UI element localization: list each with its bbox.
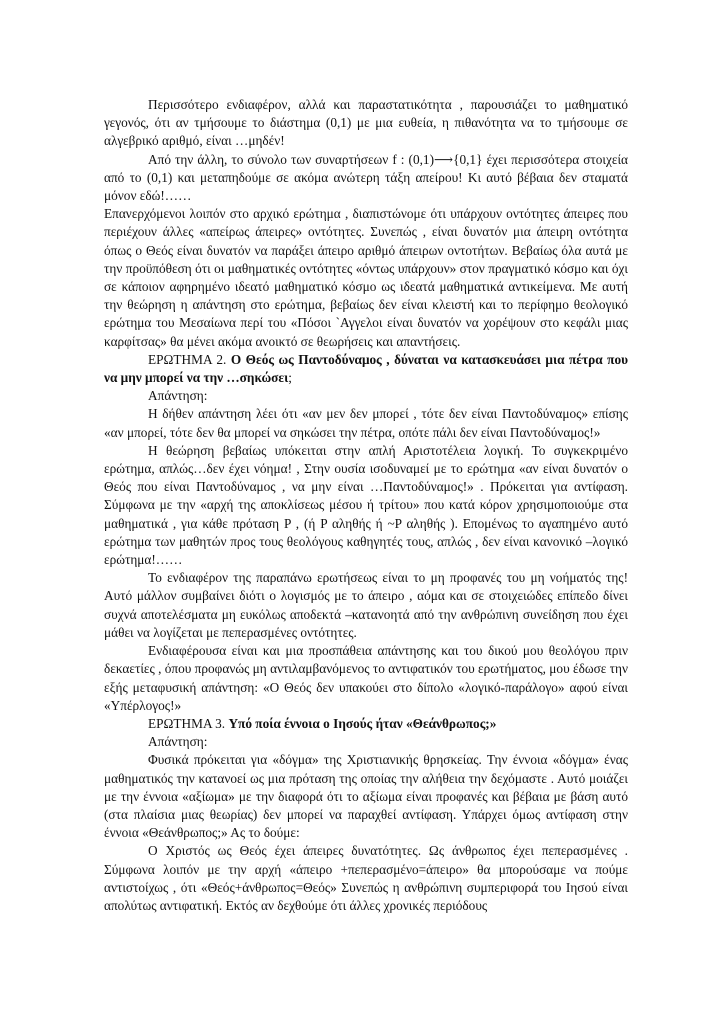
paragraph-3: Επανερχόμενοι λοιπόν στο αρχικό ερώτημα , διαπιστώνομε ότι υπάρχουν οντότητες άπειρες που περιέχουν άλλες «απείρως άπειρες» οντότητες. Συνεπώς , είναι δυνατόν μια άπειρη οντότητα όπως ο Θεός είναι δυνατόν να παράξει άπειρο αριθμό άπειρων οντοτήτων. Βεβαίως όλα αυτά με την προϋπόθεση ότι οι μαθηματικές οντότητες «όντως υπάρχουν» στον πραγματικό κόσμο και όχι σε κάποιον αφηρημένο ιδεατό μαθηματικό κόσμο ως ιδεατά μαθηματικά αντικείμενα. Με αυτή την θεώρηση η απάντηση στο ερώτημα, βεβαίως δεν είναι κλειστή και το περίφημο θεολογικό ερώτημα του Μεσαίωνα περί του «Πόσοι `Αγγελοι είναι δυνατόν να χορέψουν στο κεφάλι μιας καρφίτσας» θα μένει ακόμα ανοικτό σε θεωρήσεις και απαντήσεις. bbox=[104, 206, 628, 349]
answer-label-2: Απάντηση: bbox=[148, 734, 208, 750]
question-3-title: Υπό ποία έννοια ο Ιησούς ήταν «Θεάνθρωπος;» bbox=[228, 715, 497, 731]
question-3-label: ΕΡΩΤΗΜΑ 3. bbox=[148, 715, 229, 731]
paragraph-9: Ο Χριστός ως Θεός έχει άπειρες δυνατότητες. Ως άνθρωπος έχει πεπερασμένες . Σύμφωνα λοιπόν με την αρχή «άπειρο +πεπερασμένο=άπειρο» θα μπορούσαμε να πούμε αντιστοίχως , ότι «Θεός+άνθρωπος=Θεός» Συνεπώς η ανθρώπινη συμπεριφορά του Ιησού είναι απολύτως αντιφατική. Εκτός αν δεχθούμε ότι άλλες χρονικές περιόδους bbox=[104, 843, 628, 913]
question-3-heading bbox=[104, 715, 628, 733]
paragraph-2-start: Από την άλλη, το σύνολο των συναρτήσεων f : (0,1) bbox=[148, 151, 434, 167]
paragraph-2-end: {0,1} έχει περισσότερα στοιχεία από το (0,1) και μεταπηδούμε σε ακόμα ανώτερη τάξη απείρου! Κι αυτό βέβαια δεν σταματά μόνον εδώ!…… bbox=[104, 151, 628, 204]
paragraph-7: Ενδιαφέρουσα είναι και μια προσπάθεια απάντησης και του δικού μου θεολόγου πριν δεκαετίες , όπου προφανώς μη αντιλαμβανόμενος το αντιφατικόν του ερωτήματος, μου έδωσε την εξής μεταφυσική απάντηση: «Ο Θεός δεν υπακούει στο δίπολο «λογικό-παράλογο» αφού είναι «Υπέρλογος!» bbox=[104, 643, 628, 713]
question-2-title: Ο Θεός ως Παντοδύναμος , δύναται να κατασκευάσει μια πέτρα που να μην μπορεί να την …σηκώσει bbox=[104, 351, 628, 386]
paragraph-4: Η δήθεν απάντηση λέει ότι «αν μεν δεν μπορεί , τότε δεν είναι Παντοδύναμος» επίσης «αν μπορεί, τότε δεν θα μπορεί να σηκώσει την πέτρα, οπότε πάλι δεν είναι Παντοδύναμος!» bbox=[104, 406, 628, 440]
question-2-end: ; bbox=[288, 370, 292, 386]
answer-label-1: Απάντηση: bbox=[148, 388, 208, 404]
paragraph-6: Το ενδιαφέρον της παραπάνω ερωτήσεως είναι το μη προφανές του μη νοήματός της! Αυτό μάλλον συμβαίνει διότι ο λογισμός με το άπειρο , αόμα και σε στοιχειώδες επίπεδο δίνει συχνά αποτελέσματα μη ευκόλως αποδεκτά –κατανοητά από την ανθρώπινη συνείδηση που έχει μάθει να λογίζεται με πεπερασμένες οντότητες. bbox=[104, 570, 628, 640]
arrow-icon: ⟶ bbox=[434, 151, 454, 167]
question-2-heading bbox=[104, 351, 628, 387]
question-2-label: ΕΡΩΤΗΜΑ 2. bbox=[148, 351, 231, 367]
paragraph-2 bbox=[104, 151, 628, 206]
document-page bbox=[104, 96, 628, 915]
paragraph-1: Περισσότερο ενδιαφέρον, αλλά και παραστατικότητα , παρουσιάζει το μαθηματικό γεγονός, ότι αν τμήσουμε το διάστημα (0,1) με μια ευθεία, η πιθανότητα να το τμήσουμε σε αλγεβρικό αριθμό, είναι …μηδέν! bbox=[104, 97, 628, 149]
paragraph-8: Φυσικά πρόκειται για «δόγμα» της Χριστιανικής θρησκείας. Την έννοια «δόγμα» ένας μαθηματικός την κατανοεί ως μια πρόταση της οποίας την αλήθεια την δεχόμαστε . Αυτό μοιάζει με την έννοια «αξίωμα» με την διαφορά ότι το αξίωμα είναι προφανές και βέβαια με βάση αυτό (στα πλαίσια μιας θεωρίας) δεν μπορεί να παραχθεί αντίφαση. Υπάρχει όμως αντίφαση στην έννοια «Θεάνθρωπος;» Ας το δούμε: bbox=[104, 752, 628, 841]
paragraph-5: Η θεώρηση βεβαίως υπόκειται στην απλή Αριστοτέλεια λογική. Το συγκεκριμένο ερώτημα, απλώς…δεν έχει νόημα! , Στην ουσία ισοδυναμεί με το ερώτημα «αν είναι δυνατόν ο Θεός που είναι Παντοδύναμος , να μην είναι …Παντοδύναμος!» . Πρόκειται για αντίφαση. Σύμφωνα με την «αρχή της αποκλίσεως μέσου ή τρίτου» που κατά κόρον χρησιμοποιούμε στα μαθηματικά , για κάθε πρόταση P , (ή P αληθής ή ~P αληθής ). Επομένως το αγαπημένο αυτό ερώτημα των μαθητών προς τους θεολόγους καθηγητές τους, απλώς , δεν είναι κανονικό –λογικό ερώτημα!…… bbox=[104, 442, 628, 568]
